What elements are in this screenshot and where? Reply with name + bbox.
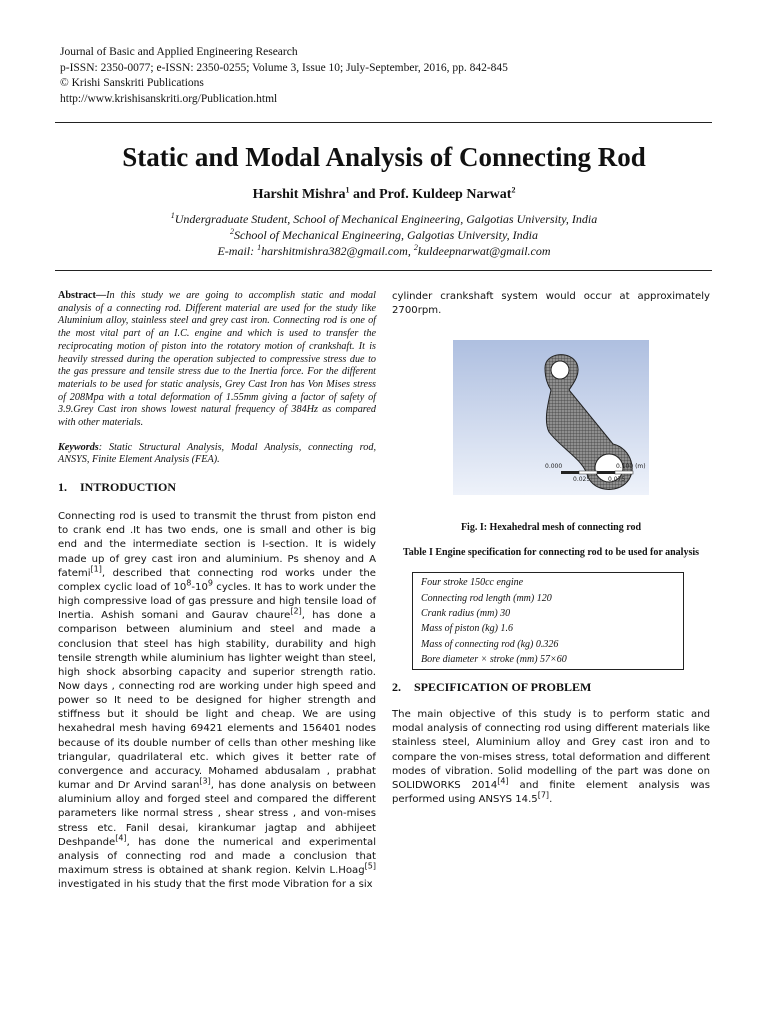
connecting-rod-mesh-image: [453, 340, 649, 495]
continuation-paragraph: cylinder crankshaft system would occur at approximately 2700rpm.: [392, 291, 710, 317]
keywords: [58, 442, 376, 467]
citation-3[interactable]: [3]: [199, 776, 211, 786]
scale-label-0: 0.000: [545, 463, 563, 471]
exponent-2: 9: [207, 578, 213, 588]
scale-label-3: 0.100 (m): [616, 463, 646, 471]
section-2-title: SPECIFICATION OF PROBLEM: [414, 680, 592, 695]
exponent-1: 8: [186, 578, 192, 588]
journal-name: Journal of Basic and Applied Engineering Research: [60, 46, 298, 58]
journal-issn: p-ISSN: 2350-0077; e-ISSN: 2350-0255; Volume 3, Issue 10; July-September, 2016, pp. 842-845: [60, 61, 508, 74]
intro-text-7: , has done the numerical and experimental analysis of connecting rod and made a conclusion that maximum stress is obtained at shank region. Kelvin L.Hoag: [58, 836, 376, 877]
citation-1[interactable]: [1]: [90, 564, 102, 574]
engine-spec-table: [412, 572, 684, 670]
author-list: [0, 187, 768, 203]
intro-text-8: investigated in his study that the first mode Vibration for a six: [58, 879, 373, 891]
intro-paragraph: [58, 510, 376, 892]
email-1[interactable]: harshitmishra382@gmail.com,: [261, 244, 414, 258]
keywords-label: Keywords: [58, 441, 99, 453]
author-2-sup: 2: [511, 185, 516, 195]
intro-text-2: , described that connecting rod works under the complex cyclic load of 10: [58, 567, 376, 593]
intro-text-4: cycles. It has to work under the high compressive load of gas pressure and high tensile load of Inertia. Ashish somani and Gaurav chaure: [58, 581, 376, 622]
email-line: [0, 244, 768, 259]
affiliation-1: [0, 212, 768, 227]
right-column: [392, 290, 710, 807]
left-column: [58, 290, 376, 892]
section-1-title: INTRODUCTION: [80, 480, 177, 495]
journal-header: [60, 45, 720, 107]
figure-caption: Fig. I: Hexahedral mesh of connecting rod: [460, 522, 642, 534]
spec-row: Mass of piston (kg) 1.6: [421, 623, 513, 635]
affiliation-2-sup: 2: [230, 227, 235, 236]
citation-5[interactable]: [5]: [364, 861, 376, 871]
table-caption: Table I Engine specification for connecting rod to be used for analysis: [402, 547, 700, 559]
scale-label-2: 0.075: [608, 476, 626, 484]
author-conjunction: and: [349, 187, 380, 202]
citation-7[interactable]: [7]: [537, 790, 550, 800]
email-2-sup: 2: [413, 243, 418, 252]
intro-text-6: , has done analysis on between aluminium alloy and forged steel and compared the different parameters like normal stress , shear stress , and von-mises stress etc. Fanil desai, kirankumar jagtap and abhijeet Deshpande: [58, 780, 376, 848]
abstract: [58, 290, 376, 430]
section-1-heading: [58, 480, 376, 494]
journal-url[interactable]: http://www.krishisanskriti.org/Publication.html: [60, 92, 278, 105]
header-divider: [55, 122, 712, 123]
paper-title: Static and Modal Analysis of Connecting Rod: [122, 142, 646, 172]
section-1-number: 1.: [58, 480, 67, 495]
section-2-heading: [392, 680, 710, 694]
keywords-text: : Static Structural Analysis, Modal Analysis, connecting rod, ANSYS, Finite Element Analysis (FEA).: [58, 441, 376, 466]
email-label: E-mail:: [217, 244, 258, 258]
spec-text-2: and finite element analysis was performed using ANSYS 14.5: [392, 779, 710, 806]
spec-row: Crank radius (mm) 30: [421, 607, 511, 619]
email-2[interactable]: kuldeepnarwat@gmail.com: [417, 244, 551, 258]
spec-text-1: The main objective of this study is to perform static and modal analysis of connecting rod using different materials like stainless steel, Aluminium alloy and Grey cast iron and to compare the von-mises stress, total deformation and different modes of vibration. Solid modelling of the part was done on SOLIDWORKS 2014: [392, 709, 710, 791]
section-2-number: 2.: [392, 680, 401, 695]
mesh-figure: [453, 340, 649, 495]
abstract-label: Abstract—: [58, 290, 107, 301]
affiliation-1-sup: 1: [170, 211, 175, 220]
author-1: Harshit Mishra: [252, 187, 346, 202]
intro-text-5: , has done a comparison between aluminium and steel and made a conclusion that steel has high stability, durability and high tensile strength while aluminium has lighter weight than steel, high shock absorbing capacity and superior strength ratio. Now days , connecting rod are working under high speed and power so It need to be designed for higher strength and stiffness but it should be light and cheap. We are using hexahedral mesh having 69421 elements and 156401 nodes because of its double number of cells than other meshing like triangular, quadrilateral etc. which gives it better rate of convergence and accuracy. Mohamed abdusalam , prabhat kumar and Dr Arvind saran: [58, 610, 376, 792]
spec-row: Mass of connecting rod (kg) 0.326: [421, 638, 559, 650]
affiliation-2: [0, 228, 768, 243]
spec-row: Bore diameter × stroke (mm) 57×60: [421, 653, 567, 665]
author-2: Prof. Kuldeep Narwat: [379, 187, 512, 202]
journal-publisher: © Krishi Sanskriti Publications: [60, 77, 204, 89]
affiliation-1-text: Undergraduate Student, School of Mechanical Engineering, Galgotias University, India: [174, 212, 598, 226]
author-1-sup: 1: [345, 185, 350, 195]
spec-text-3: .: [549, 794, 553, 806]
citation-2[interactable]: [2]: [290, 606, 302, 616]
scale-label-1: 0.025: [573, 476, 591, 484]
citation-6[interactable]: [4]: [497, 776, 509, 786]
email-1-sup: 1: [257, 243, 262, 252]
citation-4[interactable]: [4]: [115, 833, 127, 843]
specification-paragraph: [392, 708, 710, 807]
intro-text-1: Connecting rod is used to transmit the thrust from piston end to crank end .It has two ends, one is small and other is big end and the intermediate section is I-section. It is widely made up of grey cast iron and aluminium. Ps shenoy and A fatemi: [58, 511, 376, 579]
affiliation-2-text: School of Mechanical Engineering, Galgotias University, India: [234, 228, 538, 242]
abstract-text: In this study we are going to accomplish static and modal analysis of a connecting rod. Different material are used for the study like Aluminium alloy, stainless steel and grey cast iron. Connecting rod is one of the most vital part of an I.C. engine and which is used to transfer the reciprocating motion of piston into the rotatory motion of crankshaft. It is heavily stressed during the operation subjected to compressive stress due to the gas pressure and tensile stress due to the Inertia force. For the different materials to be used for static analysis, Grey Cast Iron has Von Mises stress of 208Mpa with a total deformation of 1.55mm giving a factor of safety of 3.9.Grey Cast iron shows lowest natural frequency of 384Hz as compared with other materials.: [58, 290, 376, 429]
title-divider: [55, 270, 712, 271]
spec-row: Four stroke 150cc engine: [421, 577, 524, 589]
intro-text-3: -10: [191, 581, 208, 593]
spec-row: Connecting rod length (mm) 120: [421, 592, 552, 604]
